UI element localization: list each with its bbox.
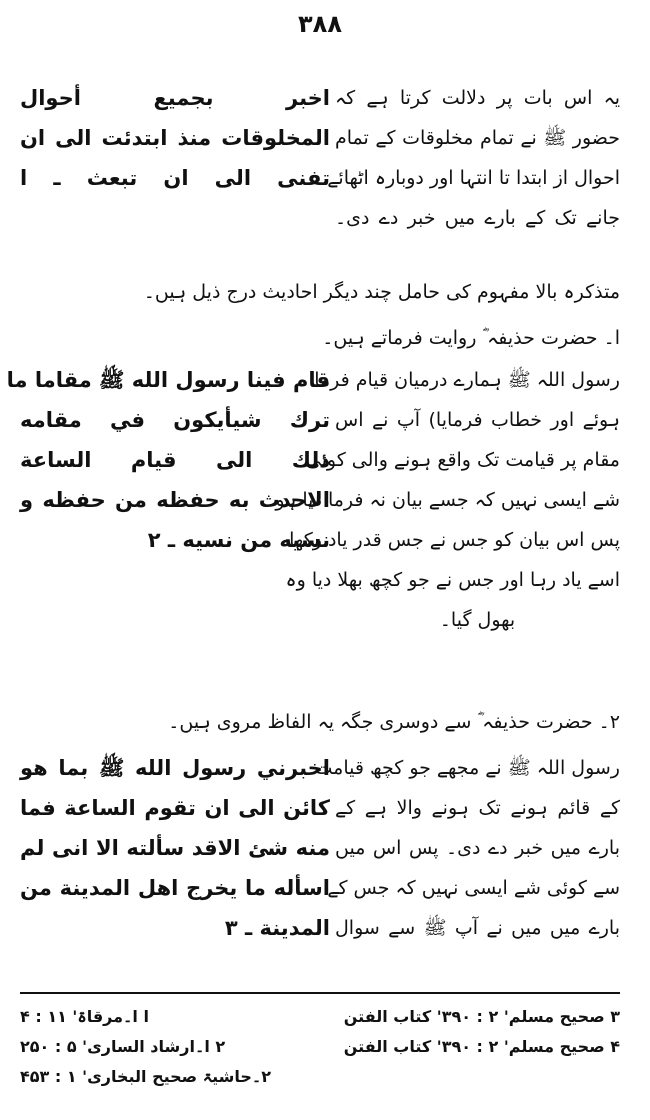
- arabic-line: تفنى الى ان تبعث ـ ا: [20, 166, 330, 190]
- block-3-arabic: [20, 748, 330, 948]
- footnote-3: ۳ صحیح مسلم' ۲ : ۳۹۰' کتاب الفتن: [343, 1007, 620, 1026]
- page-number: ۳۸۸: [298, 10, 342, 38]
- block-2: [6, 360, 620, 640]
- block-2-urdu: [264, 360, 620, 640]
- arabic-line: ترك شيأيكون في مقامه: [20, 408, 330, 432]
- arabic-line: اخبرني رسول الله ﷺ بما هو: [20, 756, 330, 780]
- footnote-2b: ۲۔حاشیۃ صحیح البخاری' ۱ : ۴۵۳: [20, 1067, 272, 1086]
- arabic-line: قام فينا رسول الله ﷺ مقاما ما: [6, 368, 330, 392]
- footnote-row-3: [20, 1064, 620, 1090]
- urdu-line: ہوئے اور خطاب فرمایا) آپ نے اس: [335, 409, 620, 431]
- urdu-line: اسے یاد رہا اور جس نے جو کچھ بھلا دیا وہ: [285, 569, 620, 591]
- urdu-line: شے ایسی نہیں کہ جسے بیان نہ فرما دیا ہو۔: [264, 489, 620, 511]
- urdu-line: رسول اللہ ﷺ ہمارے درمیان قیام فرما: [314, 369, 620, 391]
- arabic-line: الاحدث به حفظه من حفظه و: [20, 488, 330, 512]
- hadith-1-heading: ا۔ حضرت حذیفہ ؓ روایت فرماتے ہیں۔: [322, 327, 620, 349]
- urdu-line: یہ اس بات پر دلالت کرتا ہے کہ: [335, 87, 620, 109]
- arabic-line: نسيه من نسيه ـ ۲: [147, 528, 330, 552]
- footnote-1: ا ا۔مرقاۃ' ۱۱ : ۴: [20, 1007, 149, 1026]
- urdu-line: مقام پر قیامت تک واقع ہونے والی کوئی: [305, 449, 620, 471]
- footnote-row-1: [20, 1004, 620, 1030]
- intro-line: متذکرہ بالا مفہوم کی حامل چند دیگر احادیث درج ذیل ہیں۔: [143, 281, 620, 303]
- block-1: [20, 78, 620, 238]
- arabic-line: كائن الى ان تقوم الساعة فما: [20, 796, 330, 820]
- hadith-2-heading: ۲۔ حضرت حذیفہ ؓ سے دوسری جگہ یہ الفاظ مروی ہیں۔: [168, 711, 620, 733]
- block-3: [20, 748, 620, 948]
- arabic-line: اخبر بجميع أحوال: [20, 86, 330, 110]
- urdu-line: سے کوئی شے ایسی نہیں کہ جس کے: [327, 877, 620, 899]
- arabic-line: المدينة ـ ۳: [224, 916, 330, 940]
- urdu-line: رسول اللہ ﷺ نے مجھے جو کچھ قیامت: [314, 757, 620, 779]
- urdu-line: حضور ﷺ نے تمام مخلوقات کے تمام: [335, 127, 620, 149]
- block-2-arabic: [6, 360, 330, 640]
- urdu-line: بارے میں میں نے آپ ﷺ سے سوال: [335, 917, 620, 939]
- urdu-line: احوال از ابتدا تا انتہا اور دوبارہ اٹھائے: [327, 167, 620, 189]
- arabic-line: منه شئ الاقد سألته الا انى لم: [20, 836, 330, 860]
- footnote-4: ۴ صحیح مسلم' ۲ : ۳۹۰' کتاب الفتن: [343, 1037, 620, 1056]
- urdu-line: کے قائم ہونے تک ہونے والا ہے کے: [335, 797, 620, 819]
- urdu-line: پس اس بیان کو جس نے جس قدر یاد رکھا: [289, 529, 620, 551]
- block-1-arabic: [20, 78, 330, 238]
- urdu-line: بارے میں خبر دے دی۔ پس اس میں: [335, 837, 620, 859]
- arabic-line: المخلوقات منذ ابتدئت الى ان: [20, 126, 330, 150]
- footnote-2: ۲ ا۔ارشاد الساری' ۵ : ۲۵۰: [20, 1037, 226, 1056]
- block-1-urdu: [327, 78, 620, 238]
- urdu-line: جانے تک کے بارے میں خبر دے دی۔: [335, 207, 620, 229]
- arabic-line: ذلك الى قيام الساعة: [20, 448, 330, 472]
- block-3-urdu: [314, 748, 620, 948]
- urdu-line: بھول گیا۔: [439, 609, 516, 631]
- footnote-divider: [20, 992, 620, 994]
- footnote-row-2: [20, 1034, 620, 1060]
- arabic-line: اسأله ما يخرج اهل المدينة من: [20, 876, 330, 900]
